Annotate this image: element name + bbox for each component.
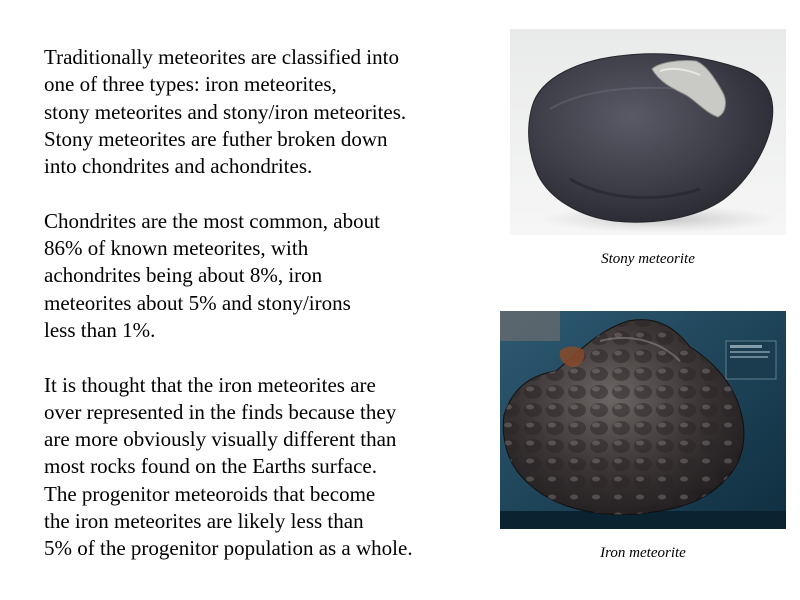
text-line: The progenitor meteoroids that become (44, 481, 376, 506)
text-line: one of three types: iron meteorites, (44, 72, 337, 97)
text-line: Chondrites are the most common, about (44, 208, 380, 233)
text-line: are more obviously visually different than (44, 427, 397, 452)
text-line: stony meteorites and stony/iron meteorites. (44, 99, 407, 124)
text-line: less than 1%. (44, 317, 156, 342)
text-line: achondrites being about 8%, iron (44, 263, 323, 288)
paragraph-representation (44, 372, 494, 563)
text-line: Stony meteorites are futher broken down (44, 126, 388, 151)
stony-meteorite-photo (510, 29, 786, 235)
iron-meteorite-photo (500, 311, 786, 529)
text-line: 5% of the progenitor population as a whole. (44, 536, 413, 561)
text-line: Traditionally meteorites are classified into (44, 45, 399, 69)
text-line: into chondrites and achondrites. (44, 154, 313, 179)
text-line: 86% of known meteorites, with (44, 236, 309, 261)
body-text (44, 44, 494, 590)
stony-meteorite-caption: Stony meteorite (601, 251, 695, 267)
text-line: most rocks found on the Earths surface. (44, 454, 377, 479)
iron-meteorite-image (500, 311, 786, 529)
paragraph-classification (44, 44, 494, 180)
stony-meteorite-image (510, 29, 786, 235)
paragraph-frequency (44, 208, 494, 344)
iron-meteorite-caption: Iron meteorite (600, 545, 686, 561)
text-line: the iron meteorites are likely less than (44, 509, 364, 534)
text-line: over represented in the finds because they (44, 399, 397, 424)
text-line: It is thought that the iron meteorites are (44, 372, 376, 397)
text-line: meteorites about 5% and stony/irons (44, 290, 351, 315)
